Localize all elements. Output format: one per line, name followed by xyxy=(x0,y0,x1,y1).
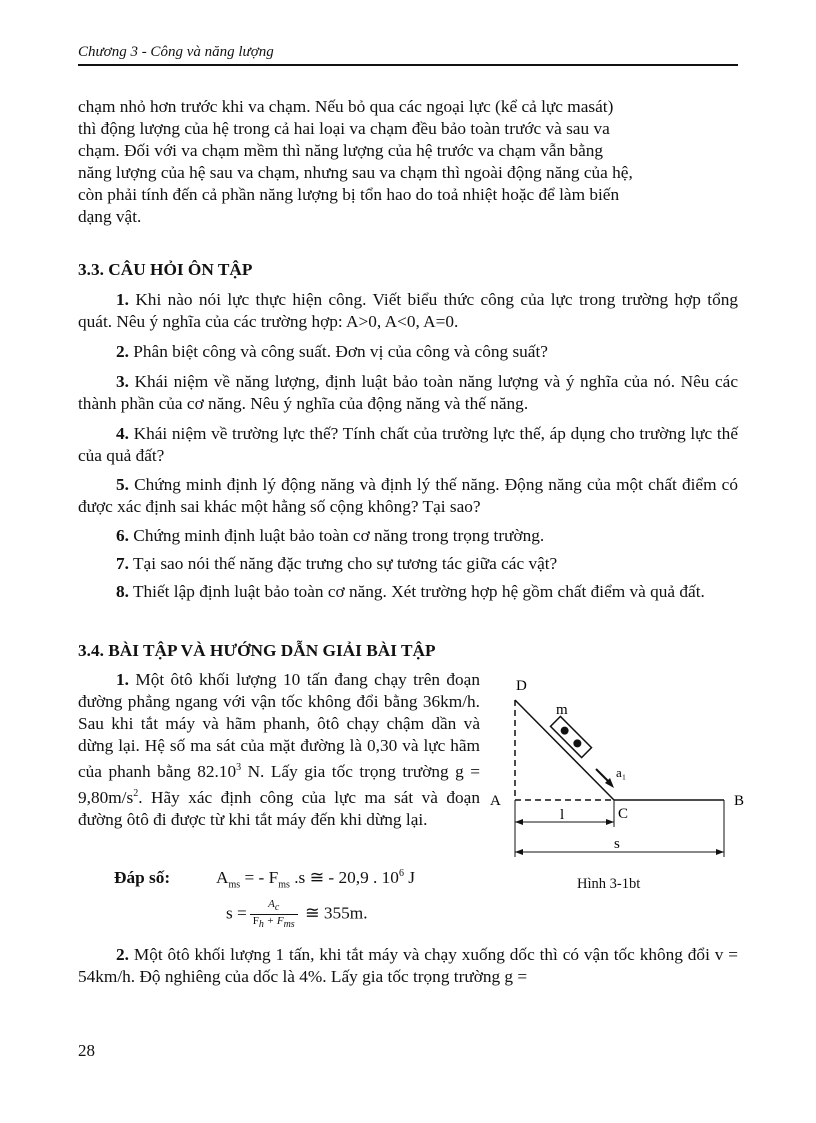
intro-line-5: còn phải tính đến cả phần năng lượng bị tổn hao do toả nhiệt hoặc để làm biến xyxy=(78,185,620,204)
incline-diagram xyxy=(488,672,768,902)
label-m: m xyxy=(556,702,568,718)
eq-value: .s ≅ - 20,9 . 10 xyxy=(289,868,399,887)
label-a1: a₁ xyxy=(616,765,627,780)
question-text: Khi nào nói lực thực hiện công. Viết biểu thức công của lực trong trường hợp tổng quát. Nêu ý nghĩa của các trường hợp: A>0, A<0, A=0. xyxy=(78,290,738,331)
eq-subscript: ms xyxy=(278,879,290,891)
answer-label: Đáp số: xyxy=(114,868,171,887)
question-text: Khái niệm về năng lượng, định luật bảo toàn năng lượng và ý nghĩa của nó. Nêu các thành phần của cơ năng. Nêu ý nghĩa của động năng và thế năng. xyxy=(78,372,738,413)
question-text: Thiết lập định luật bảo toàn cơ năng. Xét trường hợp hệ gồm chất điểm và quả đất. xyxy=(132,582,705,601)
figure-caption: Hình 3-1bt xyxy=(577,876,641,892)
exponent: 2 xyxy=(133,787,139,799)
question-text: Phân biệt công và công suất. Đơn vị của công và công suất? xyxy=(133,342,548,361)
question-number: 3. xyxy=(116,372,129,391)
chapter-header: Chương 3 - Công và năng lượng xyxy=(78,44,738,66)
eq-unit: J xyxy=(403,868,415,887)
eq-symbol: A xyxy=(268,898,275,910)
question-6 xyxy=(78,525,738,547)
question-text: Khái niệm về trường lực thế? Tính chất của trường lực thế, áp dụng cho trường lực thế của quả đất? xyxy=(78,424,738,465)
exercise-2 xyxy=(78,944,738,988)
exercise-text-c: . Hãy xác định công của lực ma sát và đoạn đường ôtô đi được từ khi tắt máy đến khi dừng lại. xyxy=(78,787,480,829)
question-8 xyxy=(78,581,738,603)
question-1 xyxy=(78,289,738,333)
question-2 xyxy=(78,341,738,363)
section-3-3-title: 3.3. CÂU HỎI ÔN TẬP xyxy=(78,260,253,279)
intro-line-4: năng lượng của hệ sau va chạm, nhưng sau va chạm thì ngoài động năng của hệ, xyxy=(78,163,633,182)
eq-subscript: ms xyxy=(228,879,241,891)
intro-line-1: chạm nhỏ hơn trước khi va chạm. Nếu bỏ qua các ngoại lực (kể cả lực masát) xyxy=(78,97,614,116)
label-C: C xyxy=(618,806,629,822)
page-number: 28 xyxy=(78,1041,95,1060)
question-number: 1. xyxy=(116,290,129,309)
label-D: D xyxy=(516,678,527,694)
question-text: Chứng minh định luật bảo toàn cơ năng trong trọng trường. xyxy=(133,526,545,545)
eq-exponent: 6 xyxy=(398,868,404,880)
question-number: 4. xyxy=(116,424,129,443)
fraction-denominator xyxy=(250,915,298,931)
exercise-number: 2. xyxy=(116,945,129,964)
label-s: s xyxy=(614,836,620,852)
eq-subscript: ms xyxy=(283,919,295,931)
intro-line-2: thì động lượng của hệ trong cả hai loại va chạm đều bảo toàn trước và sau va xyxy=(78,119,610,138)
label-B: B xyxy=(734,793,745,809)
eq-subscript: h xyxy=(258,919,264,931)
work-equation xyxy=(216,868,415,890)
dim-arrow xyxy=(716,849,724,855)
question-number: 8. xyxy=(116,582,129,601)
section-3-4-title: 3.4. BÀI TẬP VÀ HƯỚNG DẪN GIẢI BÀI TẬP xyxy=(78,641,436,660)
question-7 xyxy=(78,553,738,575)
fraction xyxy=(250,898,298,931)
question-4 xyxy=(78,423,738,467)
eq-symbol: + F xyxy=(263,915,284,928)
dim-arrow xyxy=(515,819,523,825)
intro-line-6: dạng vật. xyxy=(78,207,142,226)
question-3 xyxy=(78,371,738,415)
intro-line-3: chạm. Đối với va chạm mềm thì năng lượng của hệ trước va chạm vẫn bằng xyxy=(78,141,604,160)
eq-value: ≅ 355m. xyxy=(305,903,368,923)
question-number: 5. xyxy=(116,475,129,494)
question-number: 7. xyxy=(116,554,129,573)
question-text: Chứng minh định lý động năng và định lý thế năng. Động năng của một chất điểm có được xác định sai khác một hằng số cộng không? Tại sao? xyxy=(78,475,738,516)
exercise-number: 1. xyxy=(116,670,129,689)
distance-equation xyxy=(226,898,368,931)
question-number: 6. xyxy=(116,526,129,545)
eq-symbol: F xyxy=(252,915,259,928)
block-m xyxy=(550,716,591,757)
dim-arrow xyxy=(606,819,614,825)
eq-symbol: A xyxy=(216,868,229,887)
exercise-text: Một ôtô khối lượng 1 tấn, khi tắt máy và chạy xuống dốc thì có vận tốc không đổi v = 54km/h. Độ nghiêng của dốc là 4%. Lấy gia tốc trọng trường g = xyxy=(78,945,738,986)
eq-symbol: = - F xyxy=(240,868,279,887)
exercise-text-b: N. Lấy gia tốc trọng trường g = 9,80m/s xyxy=(78,761,480,807)
exercise-text-a: Một ôtô khối lượng 10 tấn đang chạy trên đoạn đường phẳng ngang với vận tốc không đổi bằng 36km/h. Sau khi tắt máy và hãm phanh, ôtô chạy chậm dần và dừng lại. Hệ số ma sát của mặt đường là 0,30 và lực hãm của phanh bằng 82.10 xyxy=(78,670,480,781)
exponent: 3 xyxy=(236,762,242,773)
eq-subscript: c xyxy=(274,902,280,914)
intro-paragraph xyxy=(78,96,738,228)
eq-symbol: s = xyxy=(226,903,247,923)
exercise-1 xyxy=(78,669,480,831)
fraction-numerator xyxy=(250,898,298,915)
label-l: l xyxy=(560,807,565,823)
dim-arrow xyxy=(515,849,523,855)
label-A: A xyxy=(490,793,501,809)
question-number: 2. xyxy=(116,342,129,361)
question-text: Tại sao nói thế năng đặc trưng cho sự tương tác giữa các vật? xyxy=(132,554,558,573)
question-5 xyxy=(78,474,738,518)
